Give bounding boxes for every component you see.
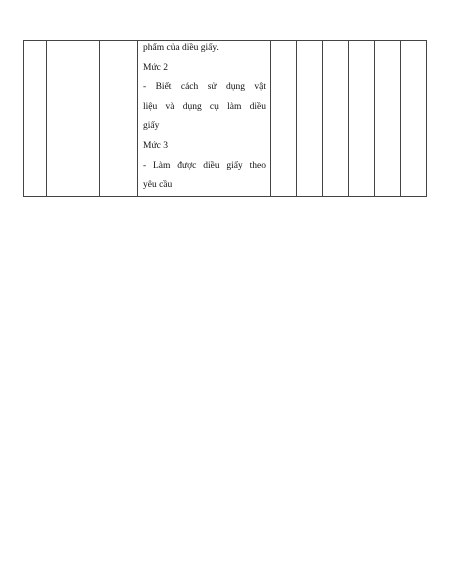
table-cell-empty bbox=[271, 41, 297, 197]
text-line: phẩm của diều giấy. bbox=[143, 43, 219, 53]
word: dụng bbox=[182, 101, 202, 112]
table-cell-criteria bbox=[138, 41, 271, 197]
criteria-text bbox=[143, 39, 266, 196]
word: - bbox=[143, 82, 147, 93]
text-line-justified bbox=[143, 98, 266, 118]
table-cell-empty bbox=[297, 41, 323, 197]
table-cell-empty bbox=[24, 41, 47, 197]
table-row bbox=[24, 41, 427, 197]
table-cell-empty bbox=[100, 41, 138, 197]
word: làm bbox=[227, 101, 242, 112]
table-cell-empty bbox=[323, 41, 349, 197]
word: diều bbox=[203, 160, 220, 171]
word: cụ bbox=[209, 101, 219, 112]
word: diều bbox=[249, 101, 266, 112]
table-cell-empty bbox=[401, 41, 427, 197]
word: Biết bbox=[155, 82, 172, 93]
table-cell-empty bbox=[375, 41, 401, 197]
word: theo bbox=[249, 160, 266, 171]
word: cách bbox=[180, 82, 199, 93]
word: được bbox=[177, 160, 197, 171]
word: liệu bbox=[143, 101, 158, 112]
text-line: yêu cầu bbox=[143, 180, 173, 191]
text-line-justified bbox=[143, 157, 266, 177]
level-label: Mức 3 bbox=[143, 140, 168, 151]
word: sử bbox=[207, 82, 217, 93]
level-label: Mức 2 bbox=[143, 62, 168, 73]
word: Làm bbox=[153, 160, 171, 171]
word: - bbox=[143, 160, 147, 171]
assessment-table bbox=[23, 40, 427, 197]
word: và bbox=[165, 101, 175, 112]
text-line: giấy bbox=[143, 121, 160, 132]
table-cell-empty bbox=[349, 41, 375, 197]
table-cell-empty bbox=[47, 41, 100, 197]
word: vật bbox=[254, 82, 266, 93]
word: giấy bbox=[226, 160, 243, 171]
word: dụng bbox=[225, 82, 245, 93]
text-line-justified bbox=[143, 78, 266, 98]
